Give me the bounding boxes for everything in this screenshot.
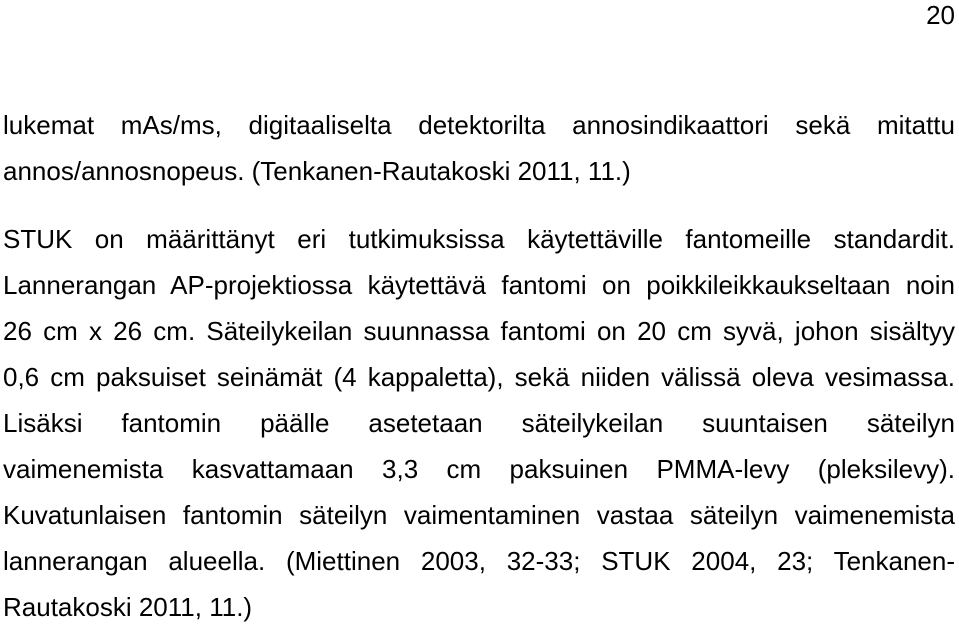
text-line: lukemat mAs/ms, digitaaliselta detektorilta annosindikaattori sekä mitattu bbox=[3, 110, 955, 140]
paragraph bbox=[3, 216, 955, 630]
paragraph bbox=[3, 102, 955, 194]
text-line: lannerangan alueella. (Miettinen 2003, 32-33; STUK 2004, 23; Tenkanen- bbox=[3, 546, 955, 576]
text-line: Rautakoski 2011, 11.) bbox=[3, 592, 253, 622]
text-line: Lannerangan AP-projektiossa käytettävä fantomi on poikkileikkaukseltaan noin bbox=[3, 270, 955, 300]
text-line: vaimenemista kasvattamaan 3,3 cm paksuinen PMMA-levy (pleksilevy). bbox=[3, 454, 955, 484]
text-line: STUK on määrittänyt eri tutkimuksissa käytettäville fantomeille standardit. bbox=[3, 224, 955, 254]
text-line: Lisäksi fantomin päälle asetetaan säteilykeilan suuntaisen säteilyn bbox=[3, 408, 955, 438]
text-line: annos/annosnopeus. (Tenkanen-Rautakoski 2011, 11.) bbox=[3, 156, 631, 186]
page-number: 20 bbox=[926, 0, 955, 30]
text-line: 0,6 cm paksuiset seinämät (4 kappaletta), sekä niiden välissä oleva vesimassa. bbox=[3, 362, 955, 392]
text-line: Kuvatunlaisen fantomin säteilyn vaimentaminen vastaa säteilyn vaimenemista bbox=[3, 500, 955, 530]
text-line: 26 cm x 26 cm. Säteilykeilan suunnassa fantomi on 20 cm syvä, johon sisältyy bbox=[3, 316, 955, 346]
